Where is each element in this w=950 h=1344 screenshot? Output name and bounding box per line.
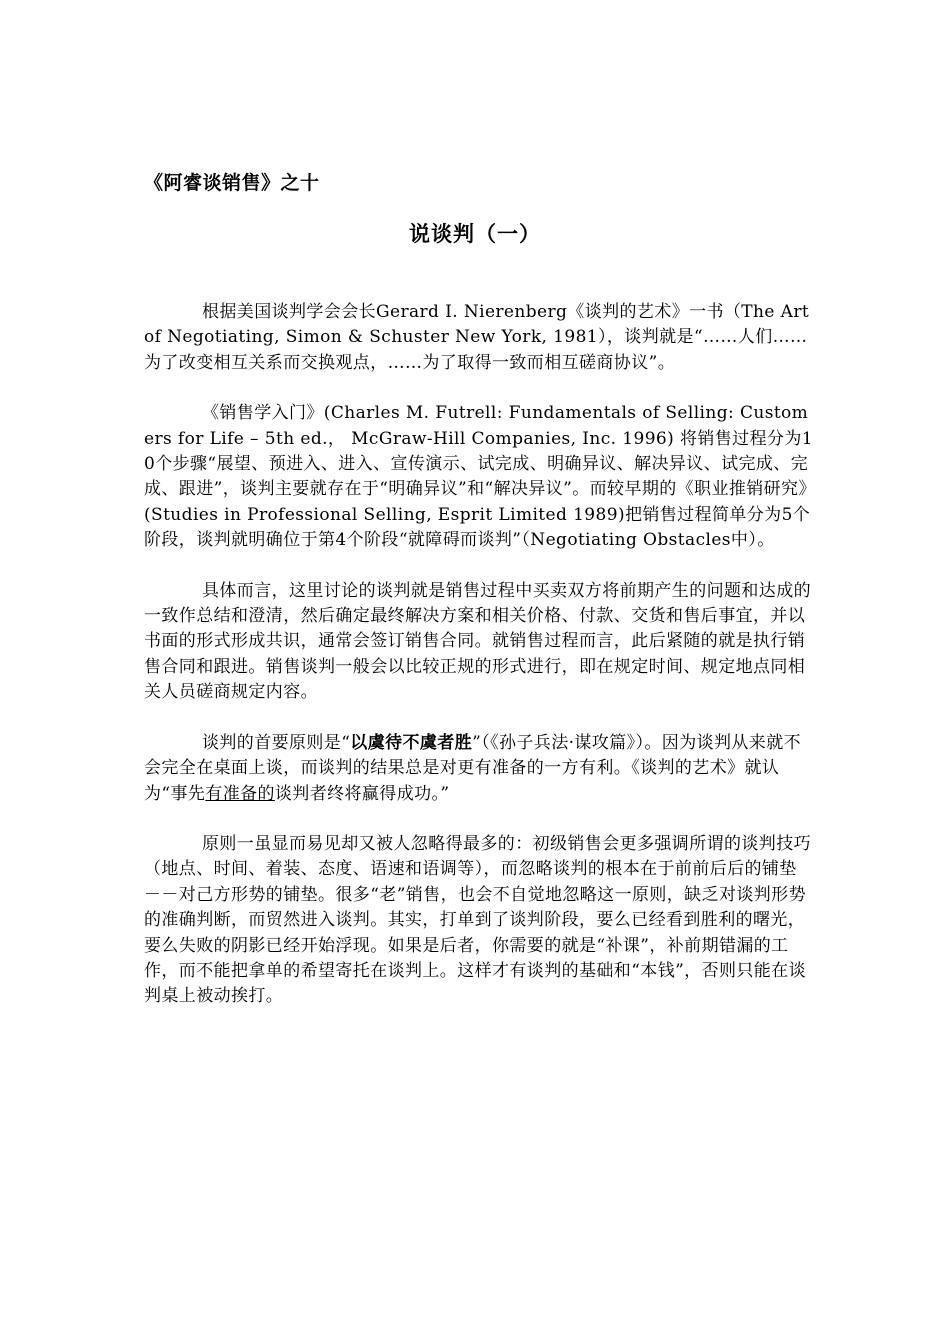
paragraph-4-text-b: ”（《孙子兵法·谋攻篇》）。因为谈判从来就不会完全在桌面上谈，而谈判的结果总是对更有准备的一方有利。《谈判的艺术》就认为“事先 [144, 732, 802, 804]
paragraph-4-text-c: 谈判者终将赢得成功。” [274, 783, 450, 804]
document-body [144, 300, 814, 1035]
paragraph-2: 《销售学入门》(Charles M. Futrell: Fundamentals of Selling: Customers for Life – 5th ed.， McGraw-Hill Companies, Inc. 1996) 将销售过程分为10个步骤“展望、预进入、进入、宣传演示、试完成、明确异议、解决异议、试完成、完成、跟进”，谈判主要就存在于“明确异议”和“解决异议”。而较早期的《职业推销研究》(Studies in Professional Selling, Esprit Limited 1989)把销售过程简单分为5个阶段，谈判就明确位于第4个阶段“就障碍而谈判”（Negotiating Obstacles中）。 [144, 403, 813, 551]
paragraph-4-text-a: 谈判的首要原则是“ [202, 732, 351, 753]
paragraph-4-bold-quote: 以虞待不虞者胜 [350, 732, 473, 753]
paragraph-4 [144, 731, 814, 807]
paragraph-1: 根据美国谈判学会会长Gerard I. Nierenberg《谈判的艺术》一书（The Art of Negotiating, Simon & Schuster New York, 1981），谈判就是“……人们……为了改变相互关系而交换观点，……为了取得一致而相互磋商协议”。 [144, 302, 810, 373]
paragraph-4-underlined-text: 有准备的 [205, 783, 275, 804]
paragraph-3: 具体而言，这里讨论的谈判就是销售过程中买卖双方将前期产生的问题和达成的一致作总结和澄清，然后确定最终解决方案和相关价格、付款、交货和售后事宜，并以书面的形式形成共识，通常会签订销售合同。就销售过程而言，此后紧随的就是执行销售合同和跟进。销售谈判一般会以比较正规的形式进行，即在规定时间、规定地点同相关人员磋商规定内容。 [144, 580, 811, 703]
series-title: 《阿睿谈销售》之十 [144, 172, 320, 194]
page-title: 说谈判（一） [409, 222, 541, 246]
paragraph-5: 原则一虽显而易见却又被人忽略得最多的：初级销售会更多强调所谓的谈判技巧（地点、时间、着装、态度、语速和语调等），而忽略谈判的根本在于前前后后的铺垫－－对己方形势的铺垫。很多“老”销售，也会不自觉地忽略这一原则，缺乏对谈判形势的准确判断，而贸然进入谈判。其实，打单到了谈判阶段，要么已经看到胜利的曙光，要么失败的阴影已经开始浮现。如果是后者，你需要的就是“补课”，补前期错漏的工作，而不能把拿单的希望寄托在谈判上。这样才有谈判的基础和“本钱”，否则只能在谈判桌上被动挨打。 [144, 833, 811, 1007]
